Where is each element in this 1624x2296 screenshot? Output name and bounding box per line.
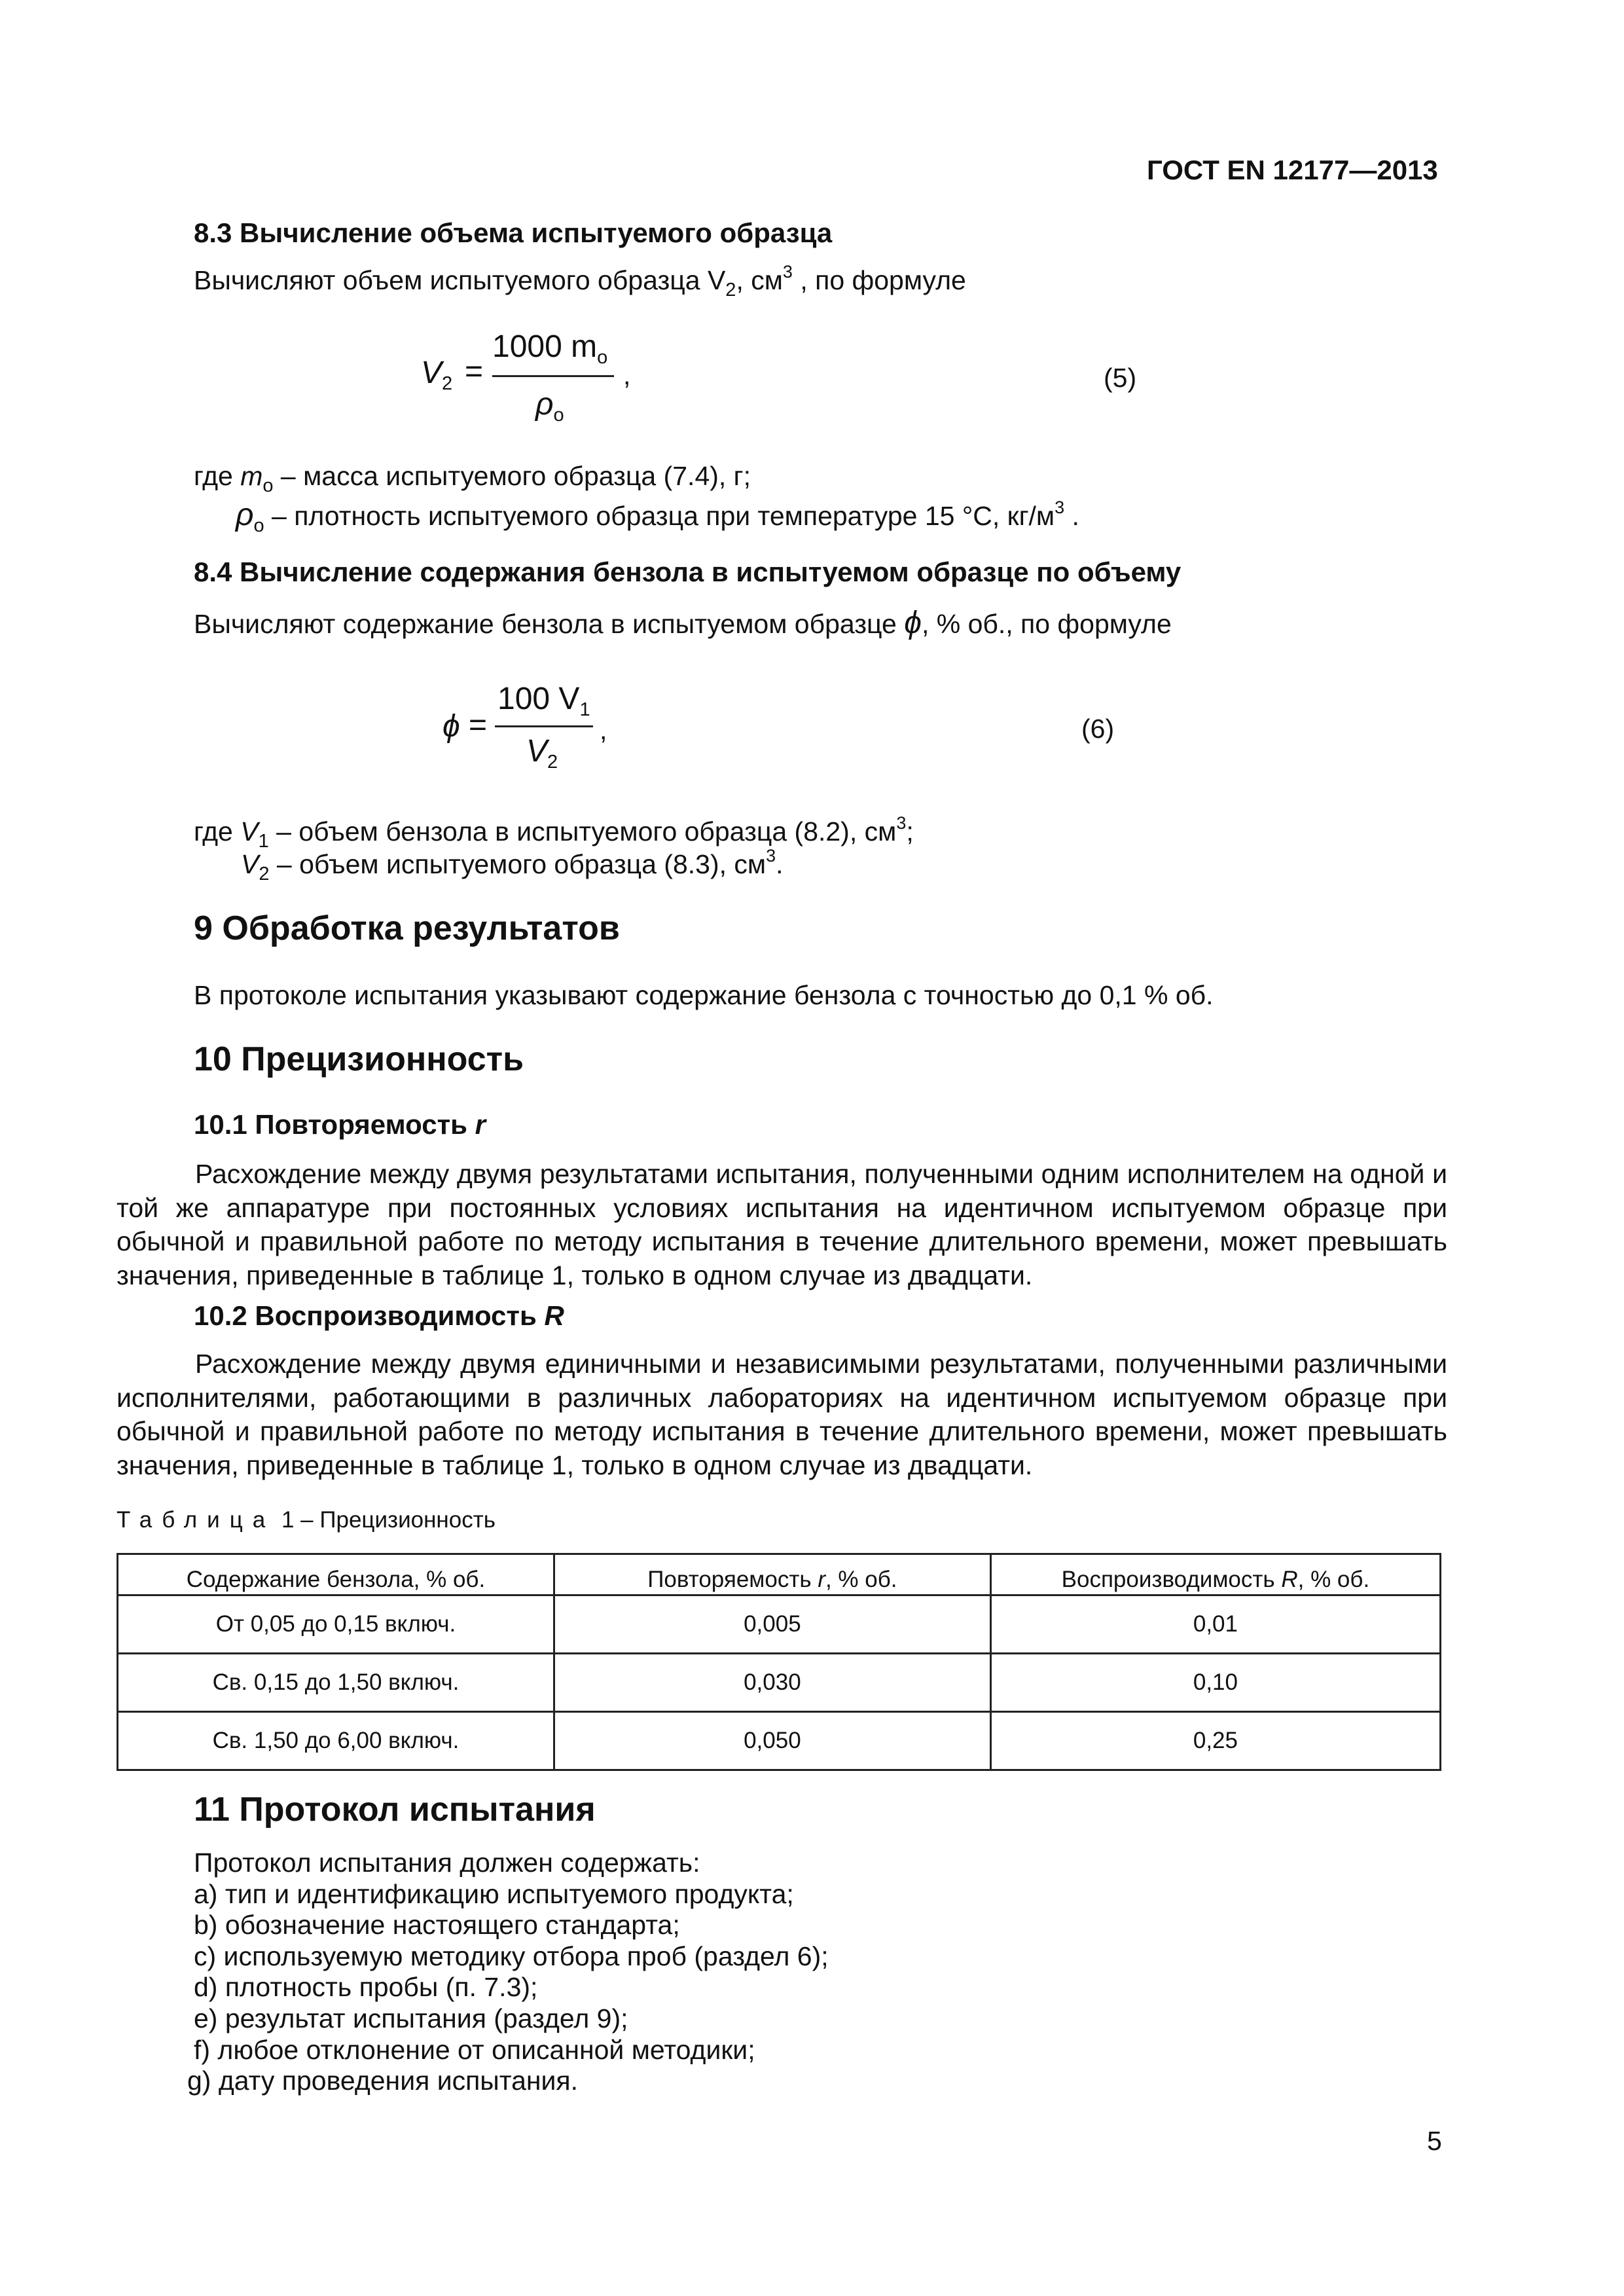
document-code: ГОСТ EN 12177—2013 <box>1147 155 1438 185</box>
where-rho0: $\rho_o$ – плотность испытуемого образца при температуре 15 °С, $кг/м^3$ . <box>236 498 1079 536</box>
section-8-4-intro: Вычисляют содержание бензола в испытуемом образце ϕ, % об., по формуле <box>194 606 1172 640</box>
table-1-caption: Таблица 1 – Прецизионность <box>117 1507 496 1533</box>
section-10-2-heading: 10.2 Воспроизводимость R <box>194 1300 564 1331</box>
section-10-1-text: Расхождение между двумя результатами испытания, полученными одним исполнителем на одной и той же аппаратуре при постоянных условиях испытания на идентичном испытуемом образце при обычной и правильной работе по методу испытания в течение длительного времени, может превышать значения, приведенные в таблице 1, только в одном случае из двадцати. <box>117 1159 1447 1290</box>
where-m0: где $m_o$ – масса испытуемого образца (7.4), г; <box>194 461 751 496</box>
table-header-row <box>118 1554 1441 1595</box>
list-item: g) дату проведения испытания. <box>187 2066 579 2096</box>
section-10-1-heading: 10.1 Повторяемость r <box>194 1109 486 1140</box>
fraction-bar <box>495 725 593 727</box>
table-header-cell: Повторяемость r, % об. <box>554 1554 990 1595</box>
list-item: a) тип и идентификацию испытуемого продукта; <box>194 1878 794 1909</box>
table-cell: 0,050 <box>554 1712 990 1770</box>
list-item: b) обозначение настоящего стандарта; <box>194 1910 680 1941</box>
table-cell: 0,01 <box>990 1595 1440 1654</box>
formula-number: (6) <box>1081 714 1115 744</box>
section-9-heading: 9 Обработка результатов <box>194 909 620 947</box>
table-cell: От 0,05 до 0,15 включ. <box>118 1595 554 1654</box>
list-intro: Протокол испытания должен содержать: <box>194 1848 700 1878</box>
section-9-text: В протоколе испытания указывают содержание бензола с точностью до 0,1 % об. <box>194 980 1214 1010</box>
table-row <box>118 1654 1441 1712</box>
table-cell: 0,030 <box>554 1654 990 1712</box>
table-cell: 0,10 <box>990 1654 1440 1712</box>
page-number: 5 <box>1427 2126 1442 2156</box>
table-header-cell: Содержание бензола, % об. <box>118 1554 554 1595</box>
precision-table <box>117 1553 1441 1771</box>
table-row <box>118 1595 1441 1654</box>
section-11-heading: 11 Протокол испытания <box>194 1791 596 1829</box>
table-header-cell: Воспроизводимость R, % об. <box>990 1554 1440 1595</box>
section-8-4-heading: 8.4 Вычисление содержания бензола в испытуемом образце по объему <box>194 556 1182 587</box>
list-item: e) результат испытания (раздел 9); <box>194 2003 628 2033</box>
list-item: f) любое отклонение от описанной методики; <box>194 2034 755 2065</box>
list-item: d) плотность пробы (п. 7.3); <box>194 1972 538 2003</box>
fraction-bar <box>492 375 614 377</box>
list-item: c) используемую методику отбора проб (раздел 6); <box>194 1941 829 1971</box>
table-cell: 0,005 <box>554 1595 990 1654</box>
where-v2: $V_2$ – объем испытуемого образца (8.3), $см^3$. <box>241 846 784 884</box>
table-row <box>118 1712 1441 1770</box>
table-cell: 0,25 <box>990 1712 1440 1770</box>
where-v1: где $V_1$ – объем бензола в испытуемого образца (8.2), $см^3$; <box>194 813 914 852</box>
section-10-heading: 10 Прецизионность <box>194 1040 524 1078</box>
table-cell: Св. 1,50 до 6,00 включ. <box>118 1712 554 1770</box>
section-10-2-text: Расхождение между двумя единичными и независимыми результатами, полученными различными исполнителями, работающими в различных лабораториях на идентичном испытуемом образце при обычной и правильной работе по методу испытания в течение длительного времени, может превышать значения, приведенные в таблице 1, только в одном случае из двадцати. <box>117 1349 1447 1480</box>
section-8-3-intro: Вычисляют объем испытуемого образца $V_2$, $см^3$ , по формуле <box>194 262 966 301</box>
section-11-list <box>187 1848 829 2097</box>
table-cell: Св. 0,15 до 1,50 включ. <box>118 1654 554 1712</box>
formula-number: (5) <box>1104 363 1137 393</box>
section-8-3-heading: 8.3 Вычисление объема испытуемого образца <box>194 217 833 248</box>
